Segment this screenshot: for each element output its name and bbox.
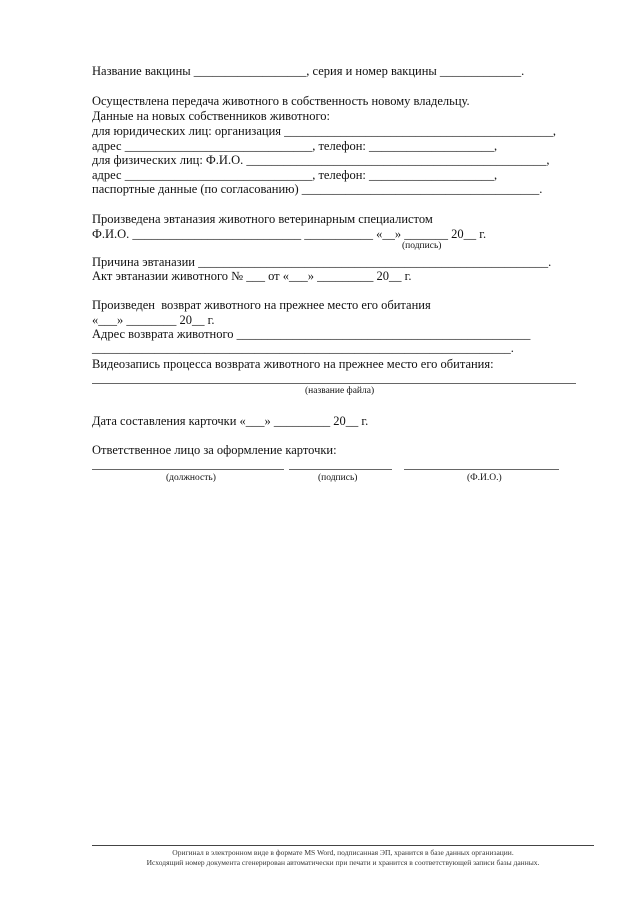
return-address-continuation: ___________________________________________________________________. [92,341,514,355]
return-date-line: «___» ________ 20__ г. [92,313,215,327]
euthanasia-fio-line: Ф.И.О. ___________________________ ___________ «__» _______ 20__ г. [92,227,487,241]
euthanasia-reason-line: Причина эвтаназии ________________________________________________________. [92,255,552,269]
fio-caption: (Ф.И.О.) [467,473,502,483]
footer-rule [92,845,594,846]
footer-line-2: Исходящий номер документа сгенерирован автоматически при печати и хранится в соответствующей записи базы данных. [146,858,540,867]
legal-address-line: адрес ______________________________, телефон: ____________________, [92,139,498,153]
phys-address-line: адрес ______________________________, телефон: ____________________, [92,168,498,182]
legal-org-line: для юридических лиц: организация ___________________________________________, [92,124,557,138]
phys-name-line: для физических лиц: Ф.И.О. ________________________________________________, [92,153,550,167]
vaccine-line: Название вакцины __________________, серия и номер вакцины _____________. [92,64,525,78]
transfer-subtitle: Данные на новых собственников животного: [92,109,331,123]
file-name-rule [92,383,576,384]
file-name-caption: (название файла) [305,386,375,396]
position-caption: (должность) [166,473,216,483]
return-title: Произведен возврат животного на прежнее место его обитания [92,298,431,312]
footer-line-1: Оригинал в электронном виде в формате MS Word, подписанная ЭП, хранится в базе данных организации. [172,848,514,857]
card-date-line: Дата составления карточки «___» _________ 20__ г. [92,414,369,428]
signature-caption: (подпись) [318,473,358,483]
video-line: Видеозапись процесса возврата животного на прежнее место его обитания: [92,357,494,371]
euthanasia-title: Произведена эвтаназия животного ветеринарным специалистом [92,212,433,226]
return-address-line: Адрес возврата животного _______________________________________________ [92,327,531,341]
signature-rule [289,469,392,470]
position-rule [92,469,284,470]
passport-line: паспортные данные (по согласованию) ______________________________________. [92,182,543,196]
fio-rule [404,469,559,470]
euthanasia-sign-caption: (подпись) [402,241,442,251]
transfer-title: Осуществлена передача животного в собственность новому владельцу. [92,94,470,108]
responsible-title: Ответственное лицо за оформление карточки: [92,443,337,457]
euthanasia-act-line: Акт эвтаназии животного № ___ от «___» _________ 20__ г. [92,269,412,283]
